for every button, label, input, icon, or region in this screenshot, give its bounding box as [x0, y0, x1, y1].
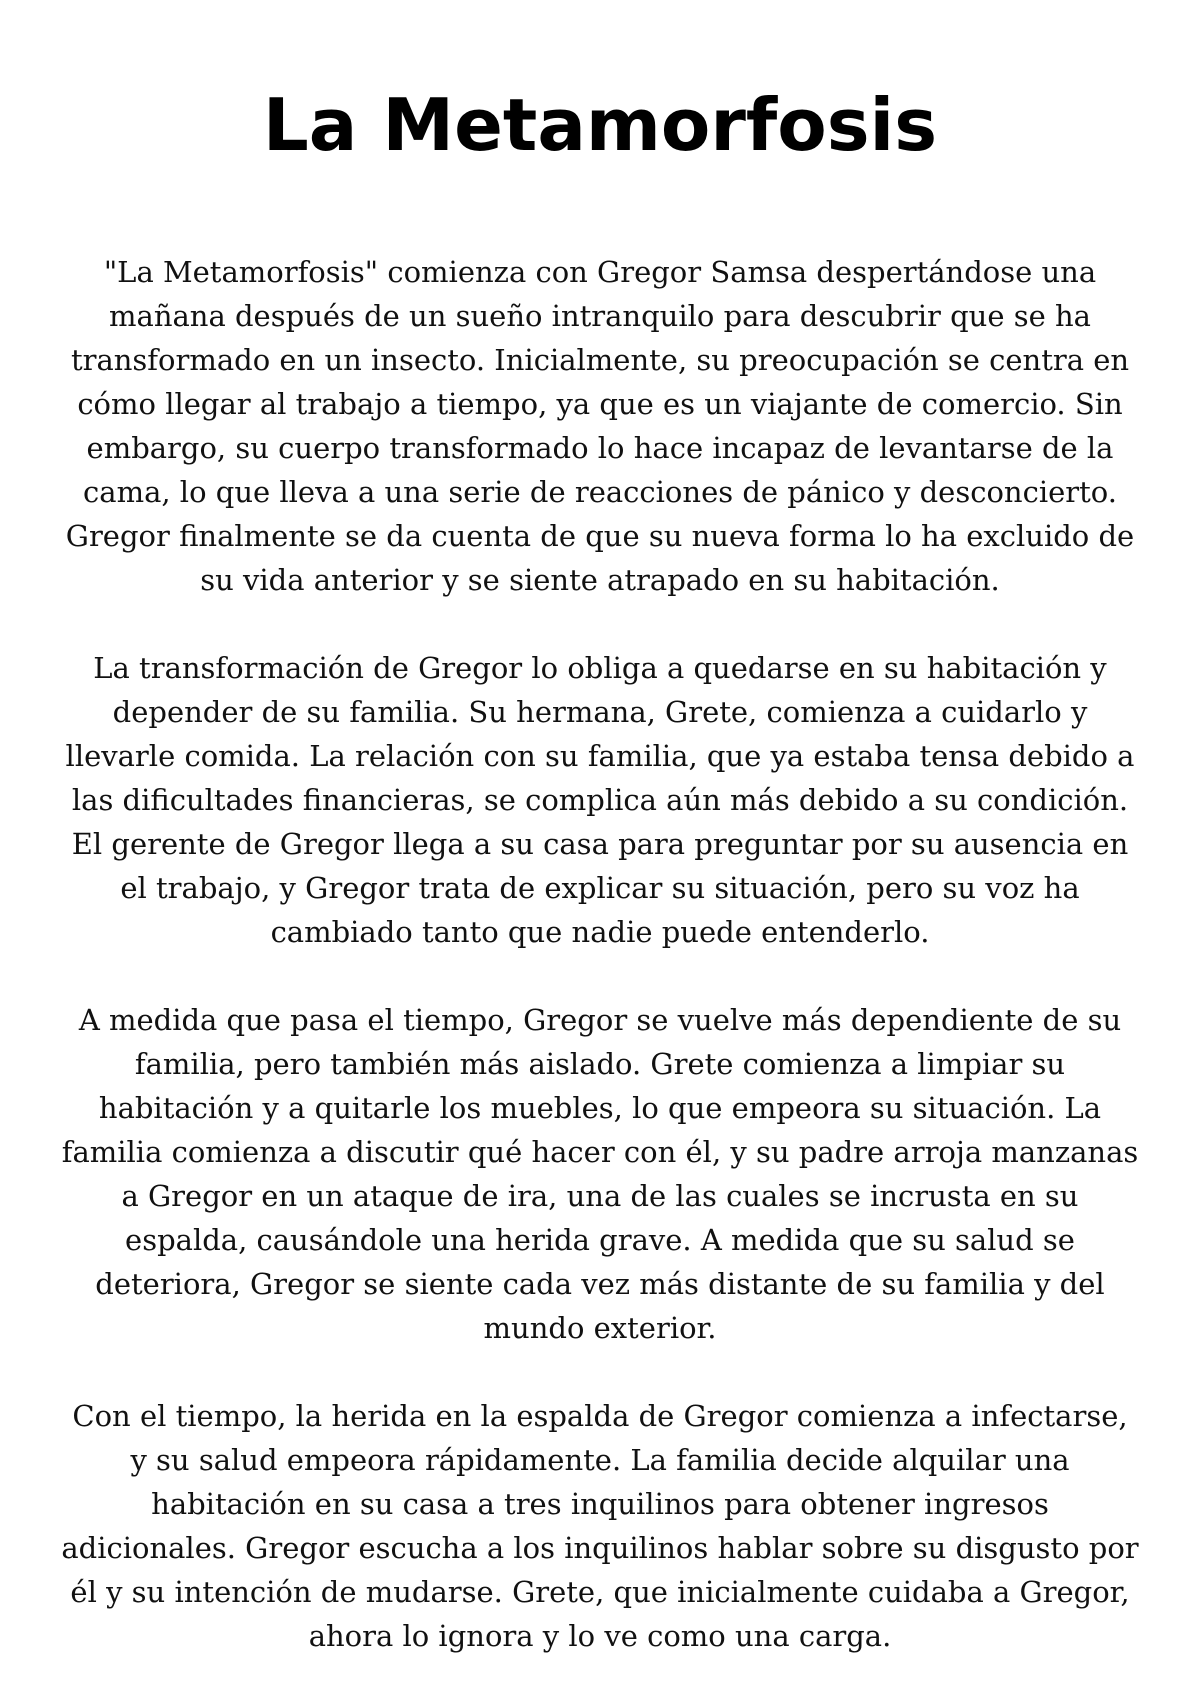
paragraph-2: La transformación de Gregor lo obliga a quedarse en su habitación y depender de su familia. Su hermana, Grete, comienza a cuidarlo y llevarle comida. La relación con su familia, que ya estaba tensa debido a las dificultades financieras, se complica aún más debido a su condición. El gerente de Gregor llega a su casa para preguntar por su ausencia en el trabajo, y Gregor trata de explicar su situación, pero su voz ha cambiado tanto que nadie puede entenderlo.: [65, 651, 1135, 949]
paragraph-1: "La Metamorfosis" comienza con Gregor Samsa despertándose una mañana después de un sueño intranquilo para descubrir que se ha transformado en un insecto. Inicialmente, su preocupación se centra en cómo llegar al trabajo a tiempo, ya que es un viajante de comercio. Sin embargo, su cuerpo transformado lo hace incapaz de levantarse de la cama, lo que lleva a una serie de reacciones de pánico y desconcierto. Gregor finalmente se da cuenta de que su nueva forma lo ha excluido de su vida anterior y se siente atrapado en su habitación.: [65, 255, 1135, 597]
paragraph-4: Con el tiempo, la herida en la espalda de Gregor comienza a infectarse, y su salud empeora rápidamente. La familia decide alquilar una habitación en su casa a tres inquilinos para obtener ingresos adicionales. Gregor escucha a los inquilinos hablar sobre su disgusto por él y su intención de mudarse. Grete, que inicialmente cuidaba a Gregor, ahora lo ignora y lo ve como una carga.: [61, 1399, 1139, 1653]
document-body: [60, 250, 1140, 1658]
document-title: La Metamorfosis: [262, 83, 938, 167]
paragraph-3: A medida que pasa el tiempo, Gregor se vuelve más dependiente de su familia, pero también más aislado. Grete comienza a limpiar su habitación y a quitarle los muebles, lo que empeora su situación. La familia comienza a discutir qué hacer con él, y su padre arroja manzanas a Gregor en un ataque de ira, una de las cuales se incrusta en su espalda, causándole una herida grave. A medida que su salud se deteriora, Gregor se siente cada vez más distante de su familia y del mundo exterior.: [61, 1003, 1139, 1345]
